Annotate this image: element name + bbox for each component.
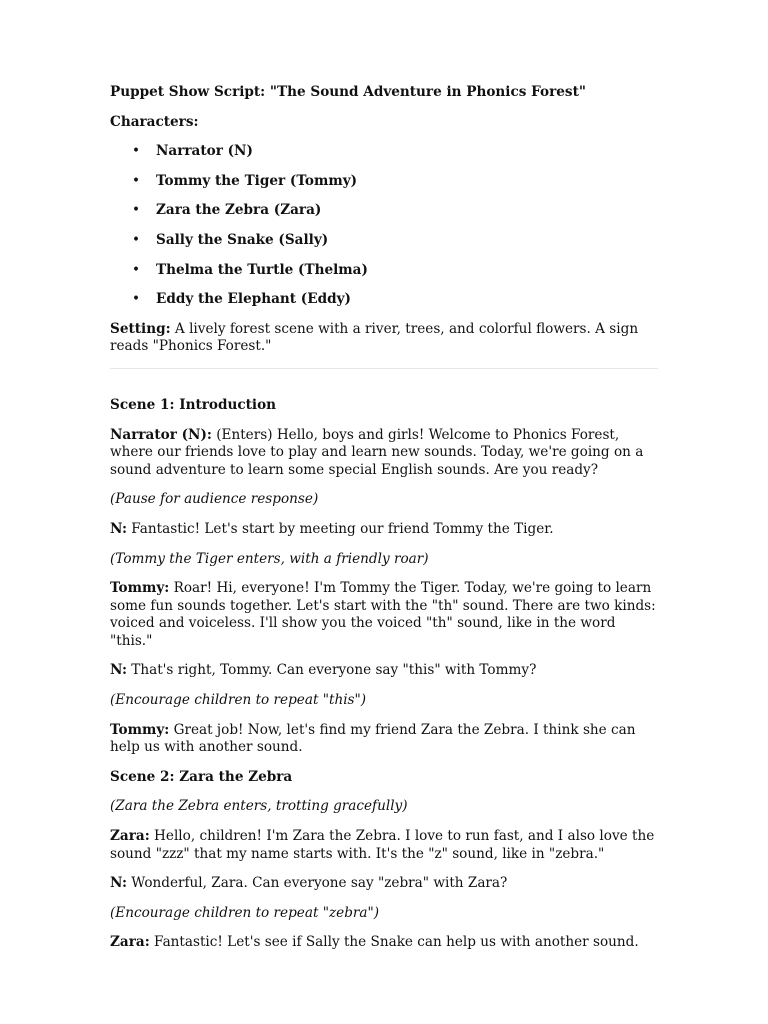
- speaker-name: N:: [110, 875, 127, 892]
- setting-text: A lively forest scene with a river, trees, and colorful flowers. A sign reads "Phonics Forest.": [110, 320, 639, 355]
- dialogue-text: Hello, children! I'm Zara the Zebra. I love to run fast, and I also love the sound "zzz" that my name starts with. It's the "z" sound, like in "zebra.": [110, 828, 655, 862]
- speaker-name: Tommy:: [110, 580, 170, 597]
- character-item: • Tommy the Tiger (Tommy): [132, 172, 358, 189]
- stage-direction: (Encourage children to repeat "this"): [110, 692, 367, 709]
- bullet-icon: •: [132, 202, 141, 219]
- speaker-name: Tommy:: [110, 721, 170, 738]
- characters-list: [110, 143, 658, 309]
- scene-1-heading: Scene 1: Introduction: [110, 396, 277, 413]
- characters-heading: Characters:: [110, 113, 199, 130]
- character-item: • Thelma the Turtle (Thelma): [132, 261, 368, 278]
- dialogue-line: [110, 934, 658, 952]
- dialogue-line: [110, 427, 658, 480]
- character-item: • Sally the Snake (Sally): [132, 231, 329, 248]
- character-item: • Eddy the Elephant (Eddy): [132, 291, 351, 308]
- dialogue-line: [110, 662, 658, 680]
- speaker-name: Narrator (N):: [110, 426, 212, 443]
- bullet-icon: •: [132, 291, 141, 308]
- dialogue-text: Fantastic! Let's see if Sally the Snake can help us with another sound.: [149, 934, 639, 951]
- dialogue-line: [110, 828, 658, 863]
- bullet-icon: •: [132, 143, 141, 160]
- speaker-name: Zara:: [110, 828, 150, 845]
- dialogue-text: Roar! Hi, everyone! I'm Tommy the Tiger. Today, we're going to learn some fun sounds together. Let's start with the "th" sound. There are two kinds: voiced and voiceless. I'll show you the voiced "th" sound, like in the word "this.": [110, 580, 656, 649]
- speaker-name: Zara:: [110, 934, 150, 951]
- dialogue-line: [110, 580, 658, 650]
- dialogue-text: Fantastic! Let's start by meeting our friend Tommy the Tiger.: [126, 520, 554, 537]
- setting-paragraph: [110, 321, 658, 356]
- character-item: • Zara the Zebra (Zara): [132, 202, 322, 219]
- stage-direction: (Zara the Zebra enters, trotting gracefully): [110, 798, 408, 815]
- dialogue-text: That's right, Tommy. Can everyone say "this" with Tommy?: [126, 662, 537, 679]
- speaker-name: N:: [110, 662, 127, 679]
- stage-direction: (Tommy the Tiger enters, with a friendly roar): [110, 550, 429, 567]
- dialogue-line: [110, 875, 658, 893]
- bullet-icon: •: [132, 172, 141, 189]
- bullet-icon: •: [132, 231, 141, 248]
- bullet-icon: •: [132, 261, 141, 278]
- dialogue-text: Wonderful, Zara. Can everyone say "zebra" with Zara?: [126, 875, 508, 892]
- dialogue-line: [110, 722, 658, 757]
- character-item: • Narrator (N): [132, 143, 253, 160]
- dialogue-text: (Enters) Hello, boys and girls! Welcome to Phonics Forest, where our friends love to play and learn new sounds. Today, we're going on a sound adventure to learn some special English sounds. Are you ready?: [110, 426, 644, 478]
- section-divider: [110, 368, 658, 369]
- stage-direction: (Pause for audience response): [110, 491, 319, 508]
- speaker-name: N:: [110, 520, 127, 537]
- stage-direction: (Encourage children to repeat "zebra"): [110, 904, 380, 921]
- script-title: Puppet Show Script: "The Sound Adventure in Phonics Forest": [110, 84, 586, 100]
- script-page: [110, 84, 658, 964]
- setting-label: Setting:: [110, 320, 171, 337]
- dialogue-text: Great job! Now, let's find my friend Zara the Zebra. I think she can help us with another sound.: [110, 721, 636, 756]
- scene-2-heading: Scene 2: Zara the Zebra: [110, 768, 293, 785]
- dialogue-line: [110, 521, 658, 539]
